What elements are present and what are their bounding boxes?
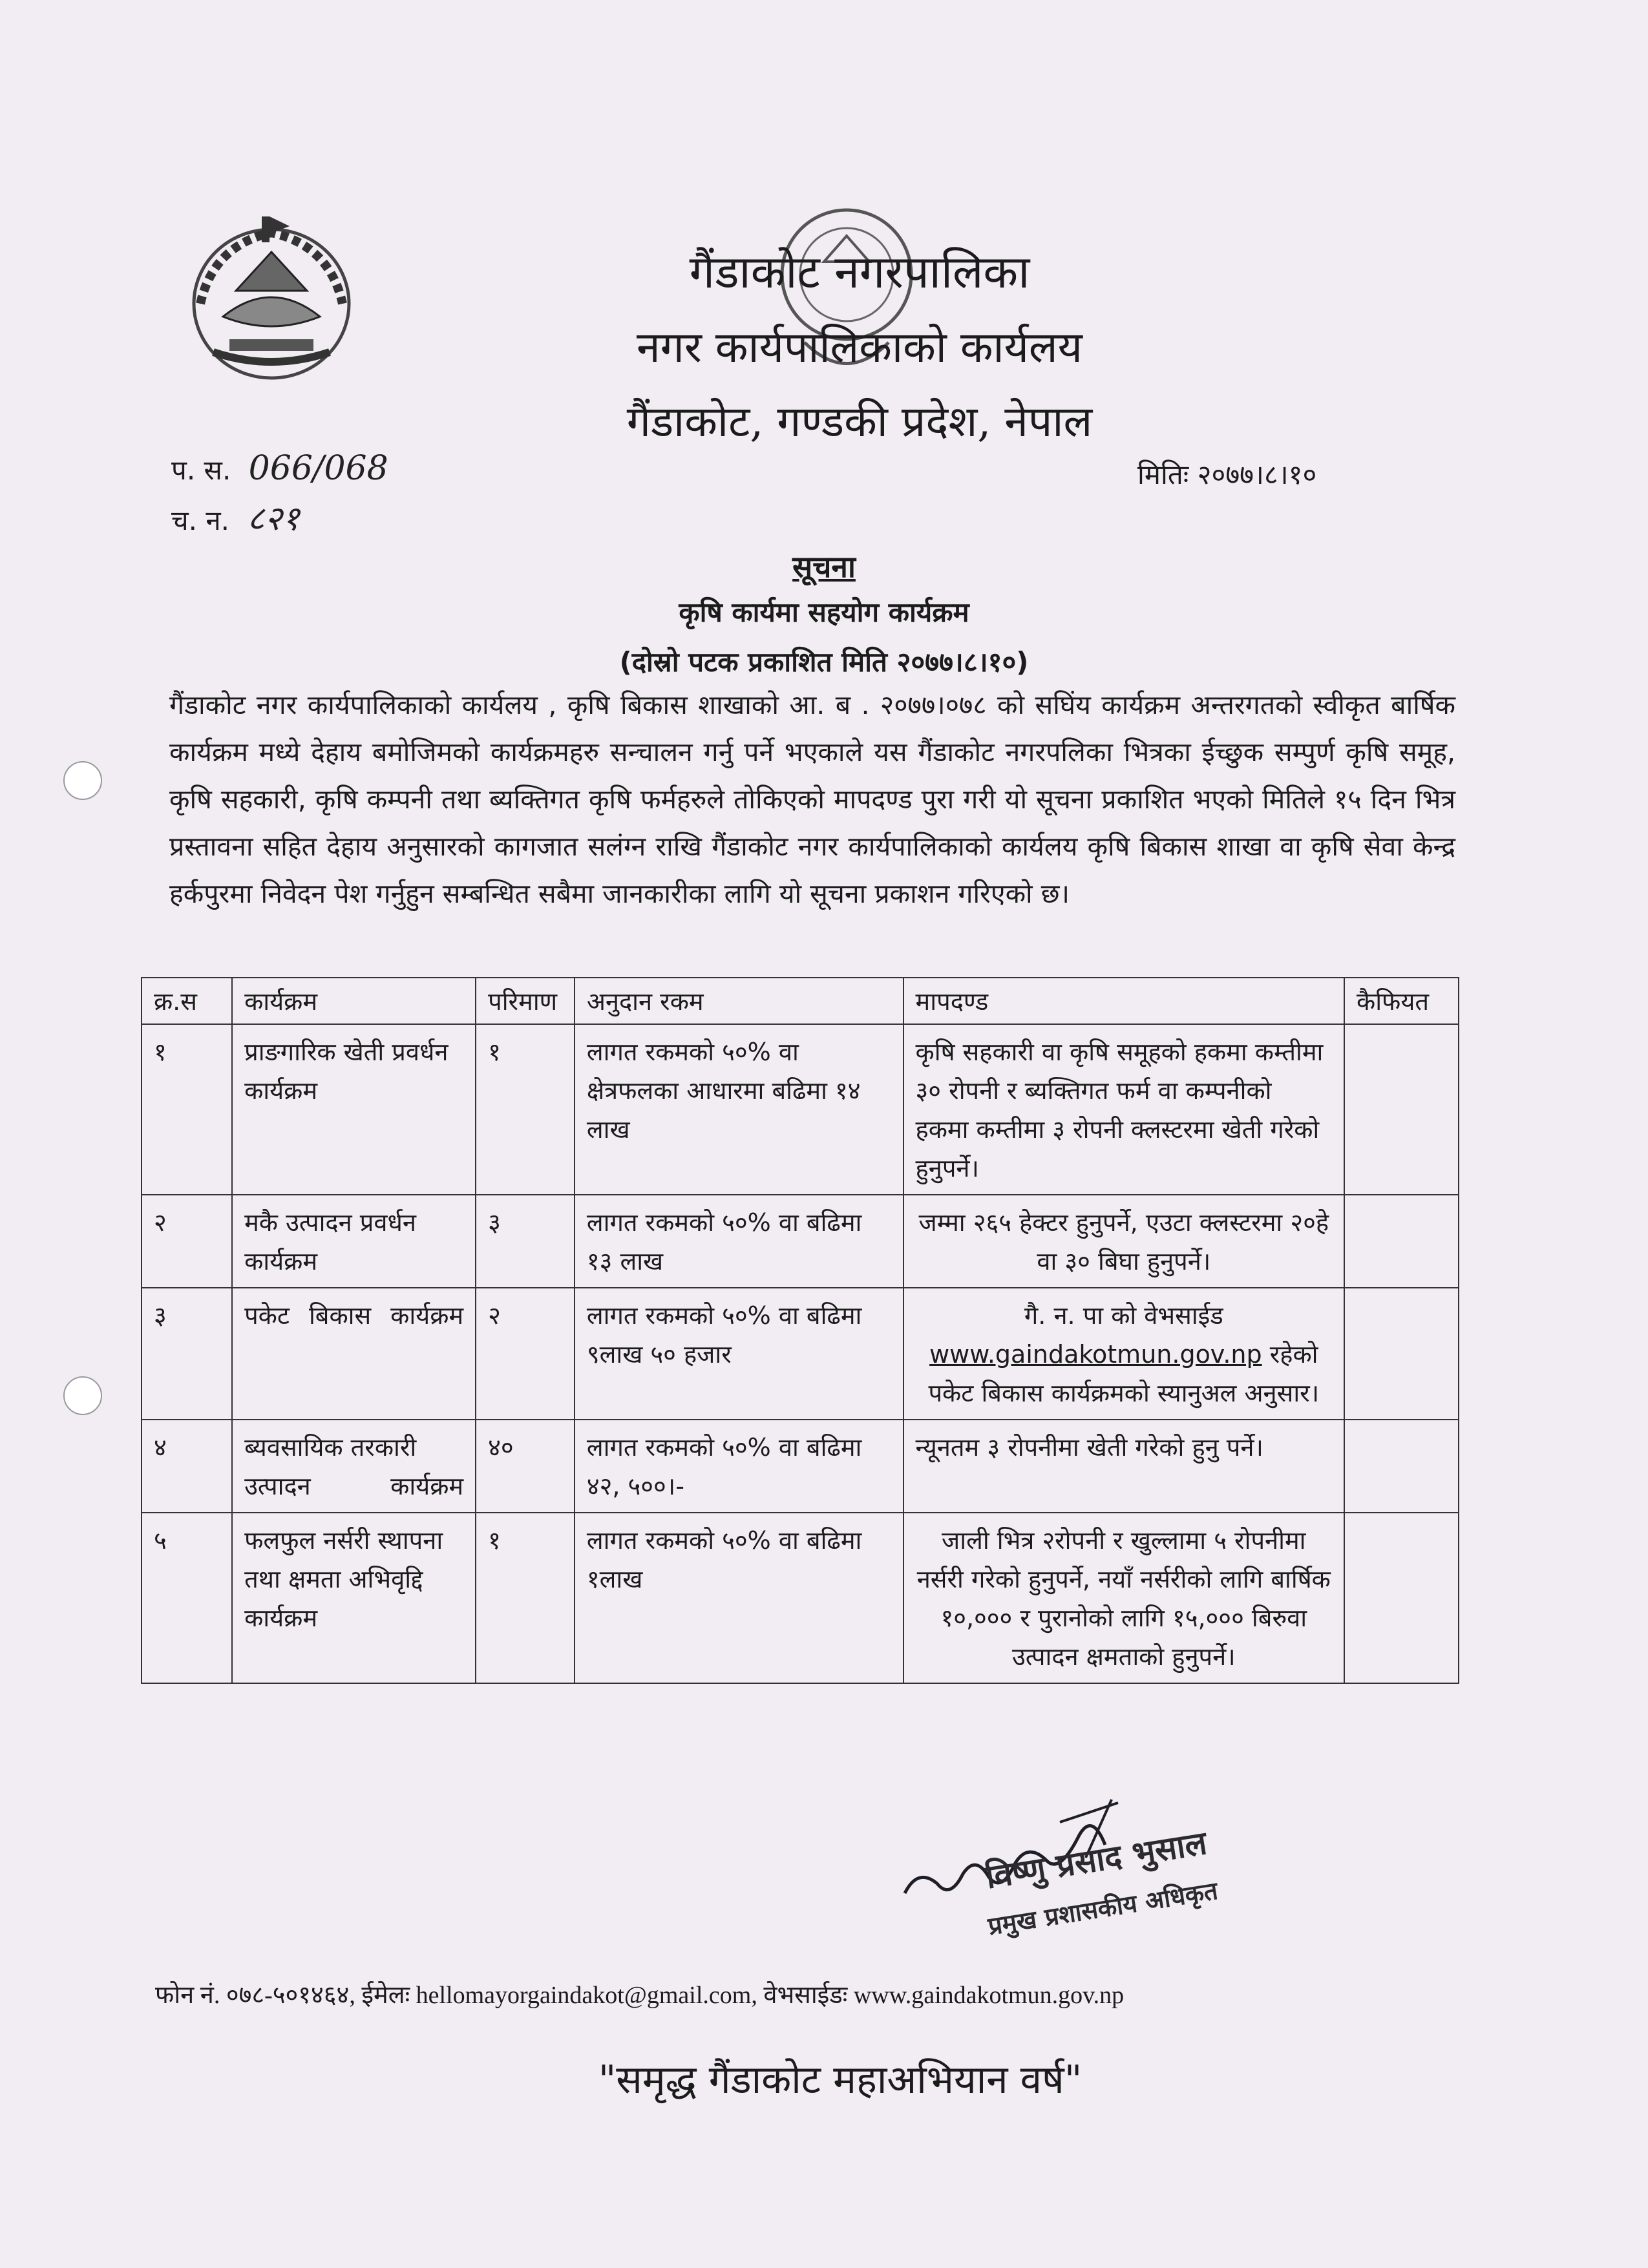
cell-quantity: १ [476,1024,575,1195]
header-address: गैंडाकोट, गण्डकी प्रदेश, नेपाल [626,397,1093,446]
signature-mark [892,1796,1293,1984]
cell-quantity: १ [476,1513,575,1683]
cell-program: पकेट बिकास कार्यक्रम [232,1288,476,1420]
table-row [142,1513,1459,1683]
cell-remark [1344,1024,1459,1195]
cell-program: ब्यवसायिक तरकारी उत्पादन कार्यक्रम [232,1420,476,1513]
cell-sn: १ [142,1024,232,1195]
notice-body: गैंडाकोट नगर कार्यपालिकाको कार्यलय , कृषि बिकास शाखाको आ. ब . २०७७।०७८ को सघिंय कार्यक्रम अन्तरगतको स्वीकृत बार्षिक कार्यक्रम मध्ये देहाय बमोजिमको कार्यक्रमहरु सन्चालन गर्नु पर्ने भएकाले यस गैंडाकोट नगरपलिका भित्रका ईच्छुक सम्पुर्ण कृषि समूह, कृषि सहकारी, कृषि कम्पनी तथा ब्यक्तिगत कृषि फर्महरुले तोकिएको मापदण्ड पुरा गरी यो सूचना प्रकाशित भएको मितिले १५ दिन भित्र प्रस्तावना सहित देहाय अनुसारको कागजात सलंग्न राखि गैंडाकोट नगर कार्यपालिकाको कार्यलय कृषि बिकास शाखा वा कृषि सेवा केन्द्र हर्कपुरमा निवेदन पेश गर्नुहुन सम्बन्धित सबैमा जानकारीका लागि यो सूचना प्रकाशन गरिएको छ। [169,689,1455,909]
document-date: मितिः २०७७।८।१० [1137,459,1317,490]
table-row [142,1288,1459,1420]
cell-quantity: ४० [476,1420,575,1513]
notice-title: सूचना [792,549,856,584]
header-program: कार्यक्रम [232,978,476,1024]
signatory-title: प्रमुख प्रशासकीय अधिकृत [986,1875,1220,1941]
cell-program: फलफुल नर्सरी स्थापना तथा क्षमता अभिवृद्दि कार्यक्रम [232,1513,476,1683]
punch-hole [63,1376,102,1415]
cell-remark [1344,1195,1459,1288]
cell-grant: लागत रकमको ५०% वा बढिमा १लाख [575,1513,903,1683]
header-municipality: गैंडाकोट नगरपालिका [689,246,1030,299]
municipality-stamp-icon [759,191,934,417]
reference-cn-label: च. न. [171,505,230,536]
header-office: नगर कार्यपालिकाको कार्यलय [637,322,1083,372]
cell-sn: २ [142,1195,232,1288]
cell-remark [1344,1513,1459,1683]
cell-program: मकै उत्पादन प्रवर्धन कार्यक्रम [232,1195,476,1288]
footer-contact: फोन नं. ०७८-५०१४६४, ईमेलः hellomayorgaindakot@gmail.com, वेभसाईडः www.gaindakotmun.gov.np [155,1982,1125,2009]
cell-sn: ५ [142,1513,232,1683]
reference-ps [171,449,388,488]
reference-ps-label: प. स. [171,454,231,486]
cell-criteria: जम्मा २६५ हेक्टर हुनुपर्ने, एउटा क्लस्टरमा २०हे वा ३० बिघा हुनुपर्ने। [903,1195,1344,1288]
cell-quantity: ३ [476,1195,575,1288]
header-grant: अनुदान रकम [575,978,903,1024]
cell-quantity: २ [476,1288,575,1420]
website-link[interactable]: www.gaindakotmun.gov.np [929,1340,1262,1369]
cell-sn: ४ [142,1420,232,1513]
cell-program: प्राङगारिक खेती प्रवर्धन कार्यक्रम [232,1024,476,1195]
cell-sn: ३ [142,1288,232,1420]
notice-subtitle: कृषि कार्यमा सहयोग कार्यक्रम [679,596,969,628]
table-header-row [142,978,1459,1024]
table-row [142,1195,1459,1288]
program-table [141,977,1459,1684]
cell-grant: लागत रकमको ५०% वा बढिमा ९लाख ५० हजार [575,1288,903,1420]
reference-cn-value: ८२१ [247,499,300,538]
cell-grant: लागत रकमको ५०% वा बढिमा ४२, ५००।- [575,1420,903,1513]
header-quantity: परिमाण [476,978,575,1024]
cell-remark [1344,1420,1459,1513]
header-criteria: मापदण्ड [903,978,1344,1024]
cell-criteria: जाली भित्र २रोपनी र खुल्लामा ५ रोपनीमा नर्सरी गरेको हुनुपर्ने, नयाँ नर्सरीको लागि बार्षिक १०,००० र पुरानोको लागि १५,००० बिरुवा उत्पादन क्षमताको हुनुपर्ने। [903,1513,1344,1683]
header-remark: कैफियत [1344,978,1459,1024]
cell-grant: लागत रकमको ५०% वा बढिमा १३ लाख [575,1195,903,1288]
cell-criteria [903,1288,1344,1420]
cell-criteria: कृषि सहकारी वा कृषि समूहको हकमा कम्तीमा ३० रोपनी र ब्यक्तिगत फर्म वा कम्पनीको हकमा कम्तीमा ३ रोपनी क्लस्टरमा खेती गरेको हुनुपर्ने। [903,1024,1344,1195]
nepal-emblem-icon [174,207,368,388]
notice-published-date: (दोस्रो पटक प्रकाशित मिति २०७७।८।१०) [619,646,1029,678]
reference-cn [171,494,300,540]
punch-hole [63,761,102,800]
table-row [142,1024,1459,1195]
footer-slogan: "समृद्ध गैंडाकोट महाअभियान वर्ष" [598,2057,1083,2103]
cell-grant: लागत रकमको ५०% वा क्षेत्रफलका आधारमा बढिमा १४ लाख [575,1024,903,1195]
criteria-text: रहेको पकेट बिकास कार्यक्रमको स्यानुअल अनुसार। [928,1340,1320,1407]
reference-ps-value: 066/068 [248,449,388,488]
cell-remark [1344,1288,1459,1420]
table-row [142,1420,1459,1513]
criteria-text: गै. न. पा को वेभसाईड [1024,1301,1223,1330]
cell-criteria: न्यूनतम ३ रोपनीमा खेती गरेको हुनु पर्ने। [903,1420,1344,1513]
signatory-name: विष्णु प्रसाद भुसाल [982,1823,1210,1896]
header-sn: क्र.स [142,978,232,1024]
